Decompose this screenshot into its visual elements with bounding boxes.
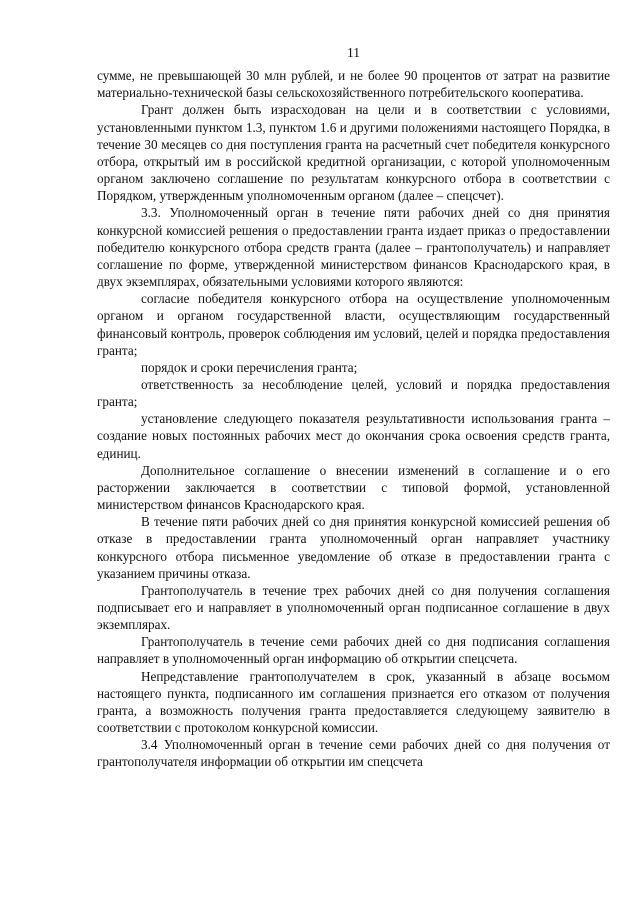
paragraph-1: сумме, не превышающей 30 млн рублей, и не более 90 процентов от затрат на развитие материально-технической базы сельскохозяйственного потребительского кооператива. xyxy=(97,68,610,101)
paragraph-8: Дополнительное соглашение о внесении изменений в соглашение и о его расторжении заключается в соответствии с типовой формой, установленной министерством финансов Краснодарского края. xyxy=(97,462,610,513)
paragraph-7: установление следующего показателя результативности использования гранта – создание новых постоянных рабочих мест до окончания срока освоения средств гранта, единиц. xyxy=(97,411,610,461)
paragraph-5: порядок и сроки перечисления гранта; xyxy=(141,359,358,375)
paragraph-11: Грантополучатель в течение семи рабочих дней со дня подписания соглашения направляет в уполномоченный орган информацию об открытии спецсчета. xyxy=(97,634,610,667)
paragraph-12: Непредставление грантополучателем в срок, указанный в абзаце восьмом настоящего пункта, подписанного им соглашения признается его отказом от получения гранта, а возможность получения гранта предоставляется следующему заявителю в соответствии с протоколом конкурсной комиссии. xyxy=(97,668,610,736)
paragraph-9: В течение пяти рабочих дней со дня принятия конкурсной комиссией решения об отказе в предоставлении гранта уполномоченный орган направляет участнику конкурсного отбора письменное уведомление об отказе в предоставлении гранта с указанием причины отказа. xyxy=(97,514,610,581)
paragraph-3: 3.3. Уполномоченный орган в течение пяти рабочих дней со дня принятия конкурсной комиссией решения о предоставлении гранта издает приказ о предоставлении победителю конкурсного отбора средств гранта (далее – грантополучатель) и направляет соглашение по форме, утвержденной министерством финансов Краснодарского края, в двух экземплярах, обязательными условиями которого являются: xyxy=(97,205,610,290)
paragraph-13: 3.4 Уполномоченный орган в течение семи рабочих дней со дня получения от грантополучателя информации об открытии им спецсчета xyxy=(97,737,610,770)
paragraph-4: согласие победителя конкурсного отбора на осуществление уполномоченным органом и органом государственной власти, осуществляющим государственный финансовый контроль, проверок соблюдения им условий, целей и порядка предоставления гранта; xyxy=(97,291,610,358)
page-number: 11 xyxy=(347,45,360,60)
paragraph-10: Грантополучатель в течение трех рабочих дней со дня получения соглашения подписывает его и направляет в уполномоченный орган подписанное соглашение в двух экземплярах. xyxy=(97,582,610,633)
paragraph-6: ответственность за несоблюдение целей, условий и порядка предоставления гранта; xyxy=(97,376,610,410)
paragraph-2: Грант должен быть израсходован на цели и в соответствии с условиями, установленными пунктом 1.3, пунктом 1.6 и другими положениями настоящего Порядка, в течение 30 месяцев со дня поступления гранта на расчетный счет победителя конкурсного отбора, открытый им в российской кредитной организации, с которой уполномоченным органом заключено соглашение по результатам конкурсного отбора в соответствии с Порядком, утвержденным уполномоченным органом (далее – спецсчет). xyxy=(97,102,610,204)
